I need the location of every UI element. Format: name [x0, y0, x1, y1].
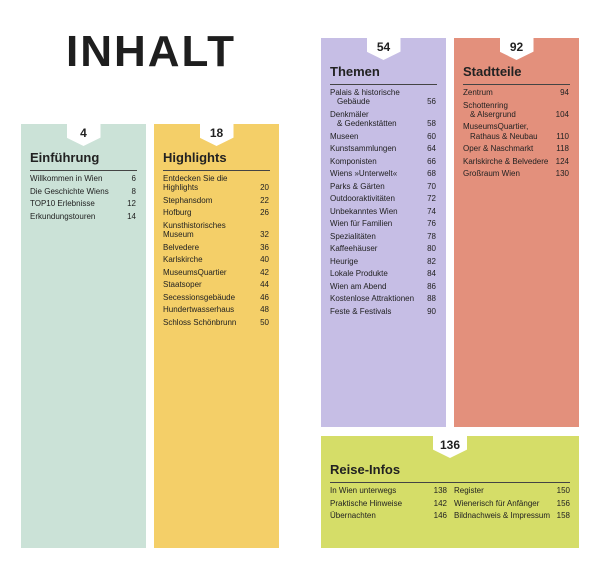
toc-entry[interactable] — [163, 305, 269, 314]
toc-entry-page: 12 — [127, 199, 136, 208]
toc-entry[interactable] — [330, 88, 436, 107]
section-themen — [321, 38, 446, 427]
toc-entry[interactable] — [163, 268, 269, 277]
toc-entry[interactable] — [463, 101, 569, 120]
toc-entry[interactable] — [463, 157, 569, 166]
toc-entry-label-line: Willkommen in Wien — [30, 174, 103, 183]
toc-entry-label — [463, 157, 556, 166]
toc-entry[interactable] — [330, 282, 436, 291]
toc-entry-label — [163, 268, 260, 277]
toc-entry-label-line: Register — [454, 486, 484, 495]
page-title: INHALT — [66, 27, 237, 76]
toc-list — [330, 88, 436, 319]
toc-entry-page: 124 — [555, 156, 569, 166]
toc-entry[interactable] — [330, 219, 436, 228]
toc-entry[interactable] — [163, 208, 269, 217]
toc-entry[interactable] — [463, 122, 569, 141]
toc-entry-label — [330, 244, 427, 253]
toc-entry-label — [163, 305, 260, 314]
toc-entry-label-line: Oper & Naschmarkt — [463, 144, 534, 154]
toc-entry-page: 26 — [260, 208, 269, 218]
toc-entry-label — [330, 282, 427, 291]
toc-entry[interactable] — [30, 187, 136, 196]
section-heading: Reise-Infos — [330, 462, 570, 483]
toc-entry-label — [30, 174, 132, 183]
toc-entry[interactable] — [163, 293, 269, 302]
toc-entry-label-line: Parks & Gärten — [330, 181, 385, 191]
toc-entry-label-line: Stephansdom — [163, 195, 213, 205]
toc-entry-label-line: Unbekanntes Wien — [330, 206, 398, 216]
toc-entry-page: 94 — [560, 88, 569, 97]
toc-entry-label-line: Staatsoper — [163, 280, 202, 290]
toc-entry-label — [330, 157, 427, 166]
toc-entry-label-line: Spezialitäten — [330, 231, 376, 241]
toc-entry-label-line: Kunstsammlungen — [330, 144, 397, 154]
toc-entry-label — [330, 511, 434, 520]
toc-entry-page: 8 — [131, 186, 136, 196]
toc-entry-label-line: Schottenring — [463, 100, 508, 110]
toc-entry-page: 90 — [427, 306, 436, 316]
toc-entry-label-line: Entdecken Sie die Highlights — [163, 174, 228, 193]
toc-entry[interactable] — [330, 499, 447, 508]
toc-entry[interactable] — [330, 110, 436, 129]
toc-entry-label-line: Großraum Wien — [463, 169, 520, 179]
toc-entry-label-line: Karlskirche & Belvedere — [463, 156, 549, 166]
toc-entry-label — [454, 499, 557, 508]
toc-entry-page: 22 — [260, 195, 269, 205]
toc-entry-label-line: Gebäude — [337, 97, 370, 107]
section-page-number: 136 — [439, 438, 461, 452]
section-page-number: 4 — [80, 126, 87, 140]
toc-entry-label — [30, 212, 127, 221]
toc-entry-label-line: Wien für Familien — [330, 219, 393, 229]
toc-entry-label — [454, 511, 557, 520]
toc-entry-label — [330, 144, 427, 153]
toc-entry[interactable] — [163, 174, 269, 193]
toc-entry-label-line: Schloss Schönbrunn — [163, 317, 237, 327]
toc-entry-label — [330, 269, 427, 278]
toc-entry-label — [330, 132, 427, 141]
toc-entry-page: 76 — [427, 219, 436, 229]
toc-entry-page: 32 — [260, 230, 269, 240]
toc-entry-label — [163, 243, 260, 252]
toc-list-right — [454, 486, 570, 524]
toc-entry-page: 74 — [427, 206, 436, 216]
toc-entry-page: 130 — [555, 169, 569, 179]
toc-entry[interactable] — [330, 132, 436, 141]
toc-entry-label — [330, 88, 427, 107]
toc-entry[interactable] — [454, 511, 570, 520]
toc-entry-label — [463, 122, 556, 141]
toc-entry-page: 142 — [433, 498, 447, 508]
toc-entry-label — [163, 293, 260, 302]
toc-entry[interactable] — [330, 307, 436, 316]
toc-list — [463, 88, 569, 182]
toc-entry[interactable] — [330, 511, 447, 520]
toc-entry-label-line: TOP10 Erlebnisse — [30, 199, 95, 208]
toc-entry-page: 88 — [427, 294, 436, 304]
toc-entry-page: 42 — [260, 267, 269, 277]
toc-entry-label — [163, 318, 260, 327]
toc-entry[interactable] — [330, 257, 436, 266]
toc-entry-label-line: MuseumsQuartier — [163, 267, 227, 277]
toc-entry-page: 66 — [427, 156, 436, 166]
section-page-number: 54 — [376, 40, 391, 54]
toc-entry[interactable] — [463, 88, 569, 97]
toc-entry-label-line: Palais & historische — [330, 88, 400, 97]
toc-entry-label-line: Hundertwasserhaus — [163, 305, 235, 315]
toc-entry-page: 6 — [131, 174, 136, 183]
toc-entry-label — [330, 307, 427, 316]
toc-entry-label-line: Feste & Festivals — [330, 306, 392, 316]
toc-entry-label — [163, 174, 260, 193]
toc-entry-label — [330, 294, 427, 303]
toc-entry[interactable] — [330, 157, 436, 166]
toc-entry-label — [463, 88, 560, 97]
toc-entry-label-line: Übernachten — [330, 511, 376, 520]
toc-entry[interactable] — [463, 144, 569, 153]
toc-entry-label — [330, 182, 427, 191]
toc-entry-label-line: Kostenlose Attraktionen — [330, 294, 415, 304]
toc-entry-page: 86 — [427, 281, 436, 291]
toc-list — [163, 174, 269, 330]
section-stadtteile — [454, 38, 579, 427]
toc-entry-label-line: Die Geschichte Wiens — [30, 186, 109, 196]
toc-entry[interactable] — [163, 196, 269, 205]
toc-entry-page: 48 — [260, 305, 269, 315]
toc-entry[interactable] — [330, 194, 436, 203]
toc-entry-page: 44 — [260, 280, 269, 290]
toc-entry-label-line: Rathaus & Neubau — [470, 131, 538, 141]
toc-entry-page: 80 — [427, 244, 436, 254]
toc-entry-label-line: & Gedenkstätten — [337, 119, 397, 129]
toc-entry-page: 14 — [127, 211, 136, 221]
toc-entry-label — [163, 208, 260, 217]
toc-entry-label-line: Secessionsgebäude — [163, 292, 236, 302]
toc-entry-page: 60 — [427, 131, 436, 141]
toc-entry-label-line: Belvedere — [163, 242, 200, 252]
toc-entry-page: 138 — [433, 486, 447, 495]
toc-entry[interactable] — [330, 244, 436, 253]
toc-entry[interactable] — [330, 144, 436, 153]
toc-entry-page: 68 — [427, 169, 436, 179]
toc-entry-page: 72 — [427, 194, 436, 204]
toc-entry-label-line: Praktische Hinweise — [330, 498, 403, 508]
toc-entry-page: 156 — [556, 498, 570, 508]
toc-entry-label — [163, 221, 260, 240]
toc-entry-page: 158 — [556, 511, 570, 520]
toc-entry-page: 70 — [427, 181, 436, 191]
toc-entry-label-line: Wienerisch für Anfänger — [454, 498, 540, 508]
toc-entry-page: 36 — [260, 242, 269, 252]
section-page-number: 18 — [209, 126, 224, 140]
toc-entry-label-line: Zentrum — [463, 88, 493, 97]
toc-entry-page: 150 — [556, 486, 570, 495]
toc-entry-page: 78 — [427, 231, 436, 241]
section-heading: Einführung — [30, 150, 137, 171]
toc-entry-label — [330, 169, 427, 178]
toc-entry-label-line: Outdooraktivitäten — [330, 194, 395, 204]
toc-entry[interactable] — [330, 232, 436, 241]
toc-entry-page: 56 — [427, 97, 436, 107]
toc-entry-page: 146 — [433, 511, 447, 520]
toc-entry-label-line: Wien am Abend — [330, 281, 387, 291]
toc-entry-label — [330, 110, 427, 129]
toc-entry-page: 104 — [555, 109, 569, 119]
toc-entry-page: 82 — [427, 256, 436, 266]
toc-entry[interactable] — [30, 199, 136, 208]
toc-entry[interactable] — [330, 486, 447, 495]
toc-entry-label — [330, 207, 427, 216]
toc-entry-label — [330, 486, 434, 495]
toc-entry[interactable] — [463, 169, 569, 178]
toc-entry[interactable] — [163, 255, 269, 264]
toc-entry-label — [163, 196, 260, 205]
toc-entry-label-line: MuseumsQuartier, — [463, 122, 529, 132]
toc-entry-page: 64 — [427, 144, 436, 154]
toc-entry-label-line: Erkundungstouren — [30, 211, 96, 221]
section-reise-infos — [321, 436, 579, 548]
toc-entry-label — [163, 280, 260, 289]
toc-entry-label-line: Komponisten — [330, 156, 377, 166]
toc-entry[interactable] — [330, 294, 436, 303]
toc-entry[interactable] — [163, 221, 269, 240]
toc-entry-label — [454, 486, 557, 495]
toc-entry-label-line: Hofburg — [163, 208, 192, 218]
toc-entry-page: 118 — [556, 144, 569, 154]
toc-entry-label — [330, 499, 434, 508]
toc-entry-label — [330, 232, 427, 241]
toc-entry-page: 50 — [260, 317, 269, 327]
toc-entry-label — [463, 101, 556, 120]
section-einfuehrung — [21, 124, 146, 548]
toc-entry-label-line: & Alsergrund — [470, 109, 516, 119]
section-highlights — [154, 124, 279, 548]
section-heading: Stadtteile — [463, 64, 570, 85]
toc-entry-page: 84 — [427, 269, 436, 279]
section-heading: Themen — [330, 64, 437, 85]
toc-entry[interactable] — [163, 318, 269, 327]
toc-entry-label-line: Kunsthistorisches Museum — [163, 220, 226, 240]
toc-entry[interactable] — [163, 243, 269, 252]
toc-entry[interactable] — [330, 182, 436, 191]
section-heading: Highlights — [163, 150, 270, 171]
section-page-number: 92 — [509, 40, 524, 54]
toc-list — [30, 174, 136, 224]
toc-entry-label-line: Kaffeehäuser — [330, 244, 378, 254]
toc-entry-page: 110 — [556, 131, 569, 141]
toc-entry-label — [30, 187, 132, 196]
toc-entry-label-line: Bildnachweis & Impressum — [454, 511, 551, 520]
toc-entry[interactable] — [330, 207, 436, 216]
toc-entry-label-line: Karlskirche — [163, 255, 203, 265]
toc-entry-page: 58 — [427, 119, 436, 129]
toc-entry[interactable] — [330, 269, 436, 278]
toc-entry-label-line: Wiens »Unterwelt« — [330, 169, 398, 179]
toc-entry-page: 40 — [260, 255, 269, 265]
toc-entry[interactable] — [454, 499, 570, 508]
toc-entry[interactable] — [163, 280, 269, 289]
toc-entry-label-line: Heurige — [330, 256, 359, 266]
toc-entry-page: 20 — [260, 183, 269, 193]
toc-entry-label — [330, 257, 427, 266]
toc-list-left — [330, 486, 447, 524]
toc-entry-page: 46 — [260, 292, 269, 302]
toc-entry-label — [463, 169, 556, 178]
toc-entry-label-line: Lokale Produkte — [330, 269, 388, 279]
toc-entry-label-line: Museen — [330, 131, 359, 141]
toc-entry-label — [330, 194, 427, 203]
toc-entry-label — [30, 199, 127, 208]
toc-entry-label — [163, 255, 260, 264]
toc-entry[interactable] — [30, 174, 136, 183]
toc-entry-label — [330, 219, 427, 228]
toc-entry-label-line: Denkmäler — [330, 109, 369, 119]
toc-entry[interactable] — [454, 486, 570, 495]
toc-entry-label — [463, 144, 556, 153]
toc-entry[interactable] — [30, 212, 136, 221]
toc-entry-label-line: In Wien unterwegs — [330, 486, 397, 495]
toc-entry[interactable] — [330, 169, 436, 178]
